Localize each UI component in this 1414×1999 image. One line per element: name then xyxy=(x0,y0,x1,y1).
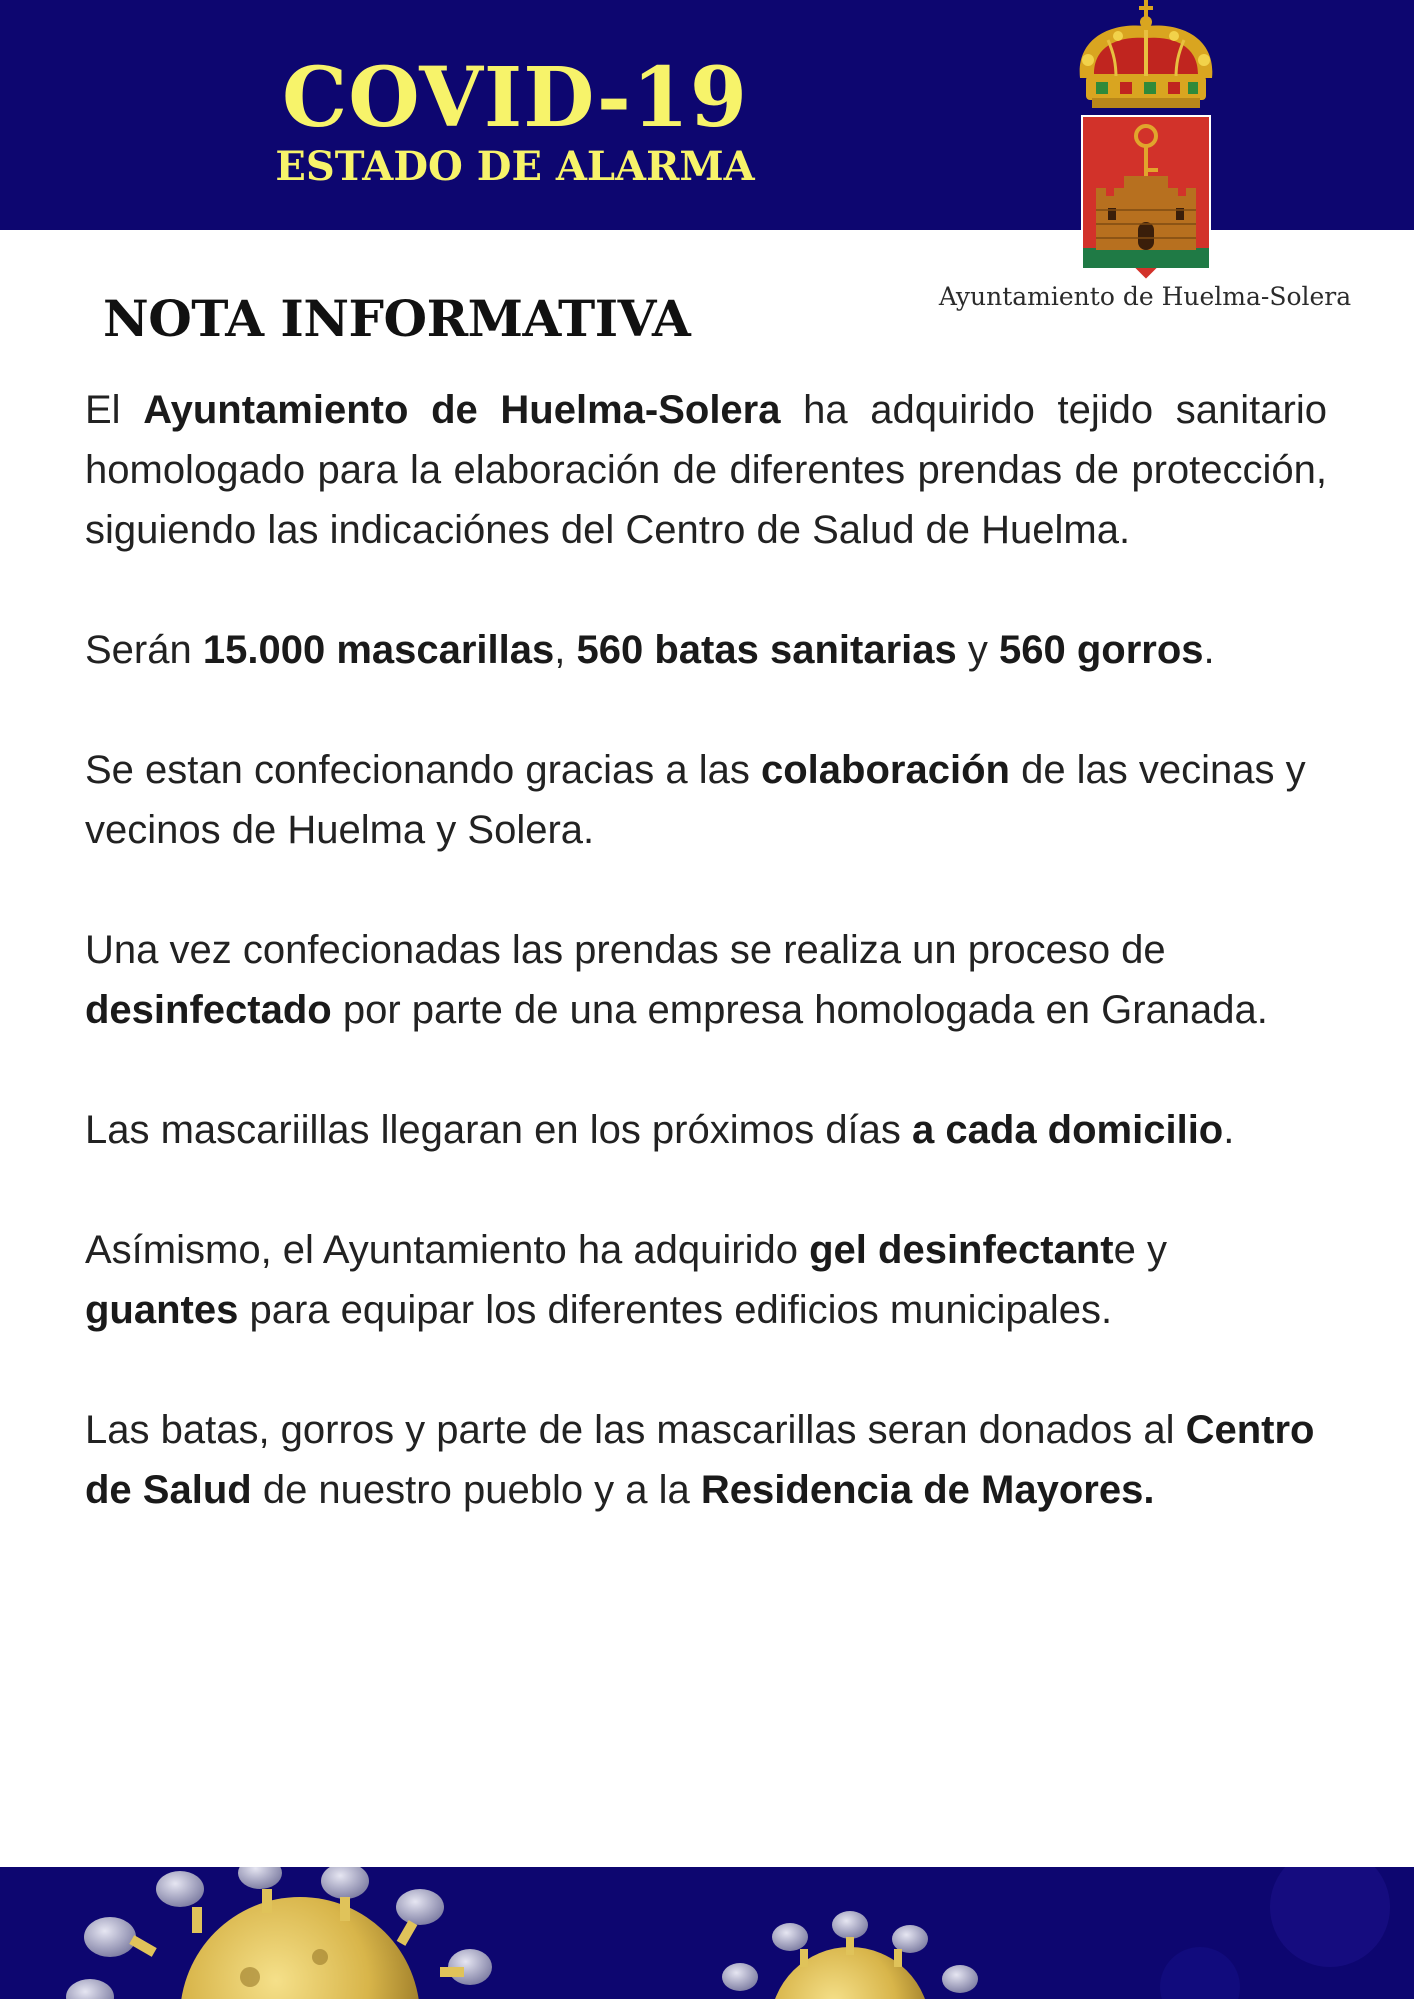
text-span: Se estan confecionando gracias a las xyxy=(85,748,761,792)
notice-heading: NOTA INFORMATIVA xyxy=(103,289,691,348)
text-span: . xyxy=(1203,628,1215,672)
bold-text: Residencia de Mayores. xyxy=(700,1468,1155,1512)
coat-of-arms-icon xyxy=(1068,0,1224,282)
footer-banner xyxy=(0,1867,1414,1999)
text-span: e y xyxy=(1113,1228,1167,1272)
bold-text: gel desinfectant xyxy=(809,1228,1114,1272)
bold-text: a cada domicilio xyxy=(912,1108,1224,1152)
text-span: de las vecinas y vecinos de Huelma y Solera. xyxy=(85,748,1306,852)
paragraph-5 xyxy=(85,1100,1327,1160)
bold-text: Centro de Salud xyxy=(85,1408,1315,1512)
text-span: de nuestro pueblo y a la xyxy=(251,1468,701,1512)
text-span: para equipar los diferentes edificios municipales. xyxy=(238,1288,1113,1332)
page-subtitle: ESTADO DE ALARMA xyxy=(275,143,755,190)
text-span: El xyxy=(85,388,144,432)
paragraph-4 xyxy=(85,920,1327,1040)
bold-text: colaboración xyxy=(761,748,1010,792)
bold-text: 560 gorros xyxy=(998,628,1204,672)
text-span: por parte de una empresa homologada en Granada. xyxy=(331,988,1268,1032)
notice-body xyxy=(85,380,1327,1580)
bold-text: Ayuntamiento de Huelma-Solera xyxy=(143,388,781,432)
text-span: ha adquirido tejido sanitario homologado para la elaboración de diferentes prendas de protección, siguiendo las indicaciónes del Centro de Salud de Huelma. xyxy=(85,388,1327,552)
paragraph-7 xyxy=(85,1400,1327,1520)
text-span: Las mascariillas llegaran en los próximos días xyxy=(85,1108,913,1152)
text-span: Asímismo, el Ayuntamiento ha adquirido xyxy=(85,1228,810,1272)
text-span: Serán xyxy=(85,628,203,672)
paragraph-1 xyxy=(85,380,1327,560)
coronavirus-illustration xyxy=(0,1867,1414,1999)
text-span: . xyxy=(1223,1108,1235,1152)
text-span: Una vez confecionadas las prendas se realiza un proceso de xyxy=(85,928,1166,972)
text-span: y xyxy=(956,628,999,672)
paragraph-6 xyxy=(85,1220,1327,1340)
bold-text: 15.000 mascarillas xyxy=(202,628,555,672)
text-span: Las batas, gorros y parte de las mascarillas seran donados al xyxy=(85,1408,1186,1452)
organization-name: Ayuntamiento de Huelma-Solera xyxy=(938,282,1352,311)
bold-text: 560 batas sanitarias xyxy=(576,628,957,672)
text-span: , xyxy=(554,628,577,672)
bold-text: desinfectado xyxy=(85,988,332,1032)
bold-text: guantes xyxy=(85,1288,239,1332)
paragraph-2 xyxy=(85,620,1327,680)
page-title: COVID-19 xyxy=(281,50,748,146)
paragraph-3 xyxy=(85,740,1327,860)
